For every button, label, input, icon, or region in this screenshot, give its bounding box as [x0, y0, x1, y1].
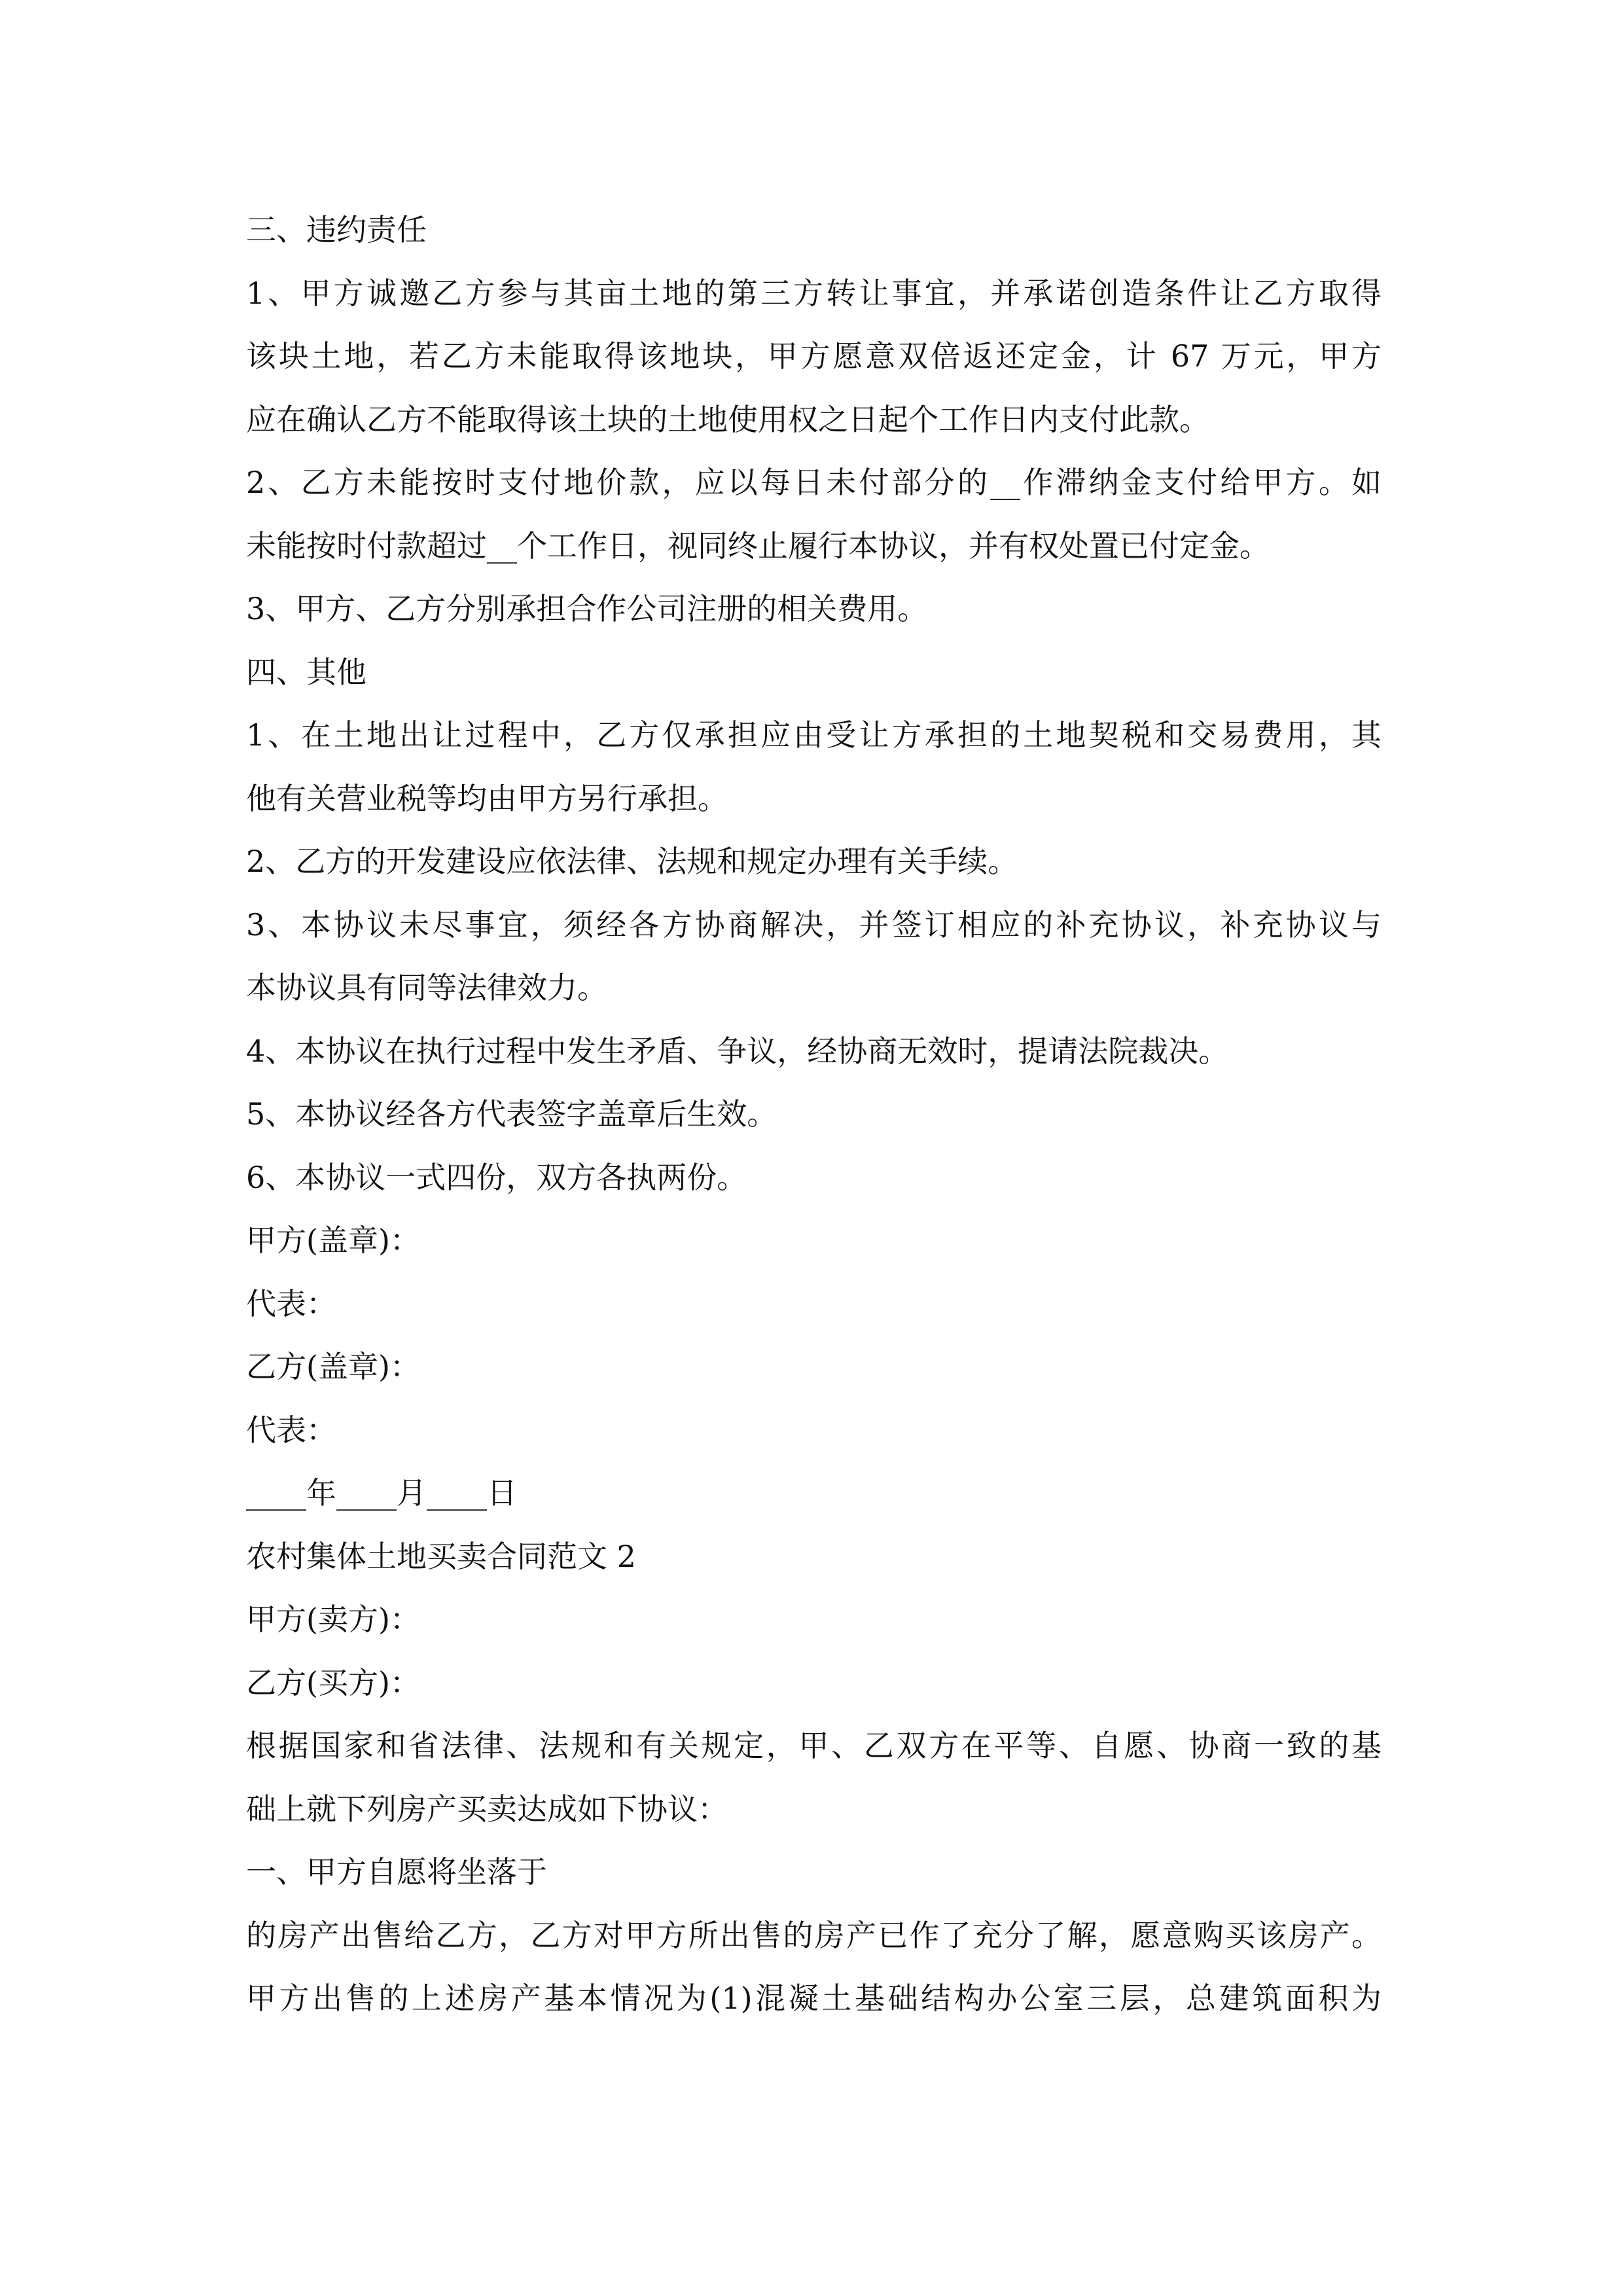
signature-representative: 代表： — [246, 1285, 336, 1321]
paragraph-line: 3、本协议未尽事宜，须经各方协商解决，并签订相应的补充协议，补充协议与 — [246, 906, 1382, 942]
paragraph-line: 该块土地，若乙方未能取得该地块，甲方愿意双倍返还定金，计 67 万元，甲方 — [246, 338, 1382, 374]
section-heading-other: 四、其他 — [246, 654, 366, 690]
paragraph-line: 未能按时付款超过__个工作日，视同终止履行本协议，并有权处置已付定金。 — [246, 528, 1270, 564]
signature-representative: 代表： — [246, 1412, 336, 1448]
paragraph-line: 他有关营业税等均由甲方另行承担。 — [246, 780, 728, 816]
paragraph-line: 本协议具有同等法律效力。 — [246, 970, 607, 1005]
paragraph-line: 根据国家和省法律、法规和有关规定，甲、乙双方在平等、自愿、协商一致的基 — [246, 1728, 1382, 1763]
section-heading-breach-liability: 三、违约责任 — [246, 212, 427, 247]
party-b-buyer: 乙方(买方)： — [246, 1664, 420, 1700]
paragraph-line: 的房产出售给乙方，乙方对甲方所出售的房产已作了充分了解，愿意购买该房产。 — [246, 1917, 1382, 1953]
signature-date: ____年____月____日 — [246, 1475, 517, 1511]
section-heading-one: 一、甲方自愿将坐落于 — [246, 1854, 547, 1890]
document-body — [246, 198, 1382, 2030]
paragraph-line: 应在确认乙方不能取得该土块的土地使用权之日起个工作日内支付此款。 — [246, 401, 1209, 437]
paragraph-line: 2、乙方未能按时支付地价款，应以每日未付部分的__作滞纳金支付给甲方。如 — [246, 465, 1382, 500]
contract-title: 农村集体土地买卖合同范文 2 — [246, 1538, 636, 1574]
paragraph-line: 5、本协议经各方代表签字盖章后生效。 — [246, 1096, 777, 1132]
party-a-seller: 甲方(卖方)： — [246, 1602, 420, 1637]
paragraph-line: 1、甲方诚邀乙方参与其亩土地的第三方转让事宜，并承诺创造条件让乙方取得 — [246, 275, 1382, 311]
paragraph-line: 础上就下列房产买卖达成如下协议： — [246, 1791, 728, 1827]
signature-party-a: 甲方(盖章)： — [246, 1223, 420, 1258]
paragraph-line: 6、本协议一式四份，双方各执两份。 — [246, 1159, 747, 1195]
paragraph-line: 1、在土地出让过程中，乙方仅承担应由受让方承担的土地契税和交易费用，其 — [246, 717, 1382, 753]
paragraph-line: 2、乙方的开发建设应依法律、法规和规定办理有关手续。 — [246, 844, 1018, 879]
paragraph-line: 4、本协议在执行过程中发生矛盾、争议，经协商无效时，提请法院裁决。 — [246, 1033, 1229, 1069]
paragraph-line: 甲方出售的上述房产基本情况为(1)混凝土基础结构办公室三层，总建筑面积为 — [246, 1981, 1382, 2016]
paragraph-line: 3、甲方、乙方分别承担合作公司注册的相关费用。 — [246, 591, 928, 626]
signature-party-b: 乙方(盖章)： — [246, 1349, 420, 1384]
